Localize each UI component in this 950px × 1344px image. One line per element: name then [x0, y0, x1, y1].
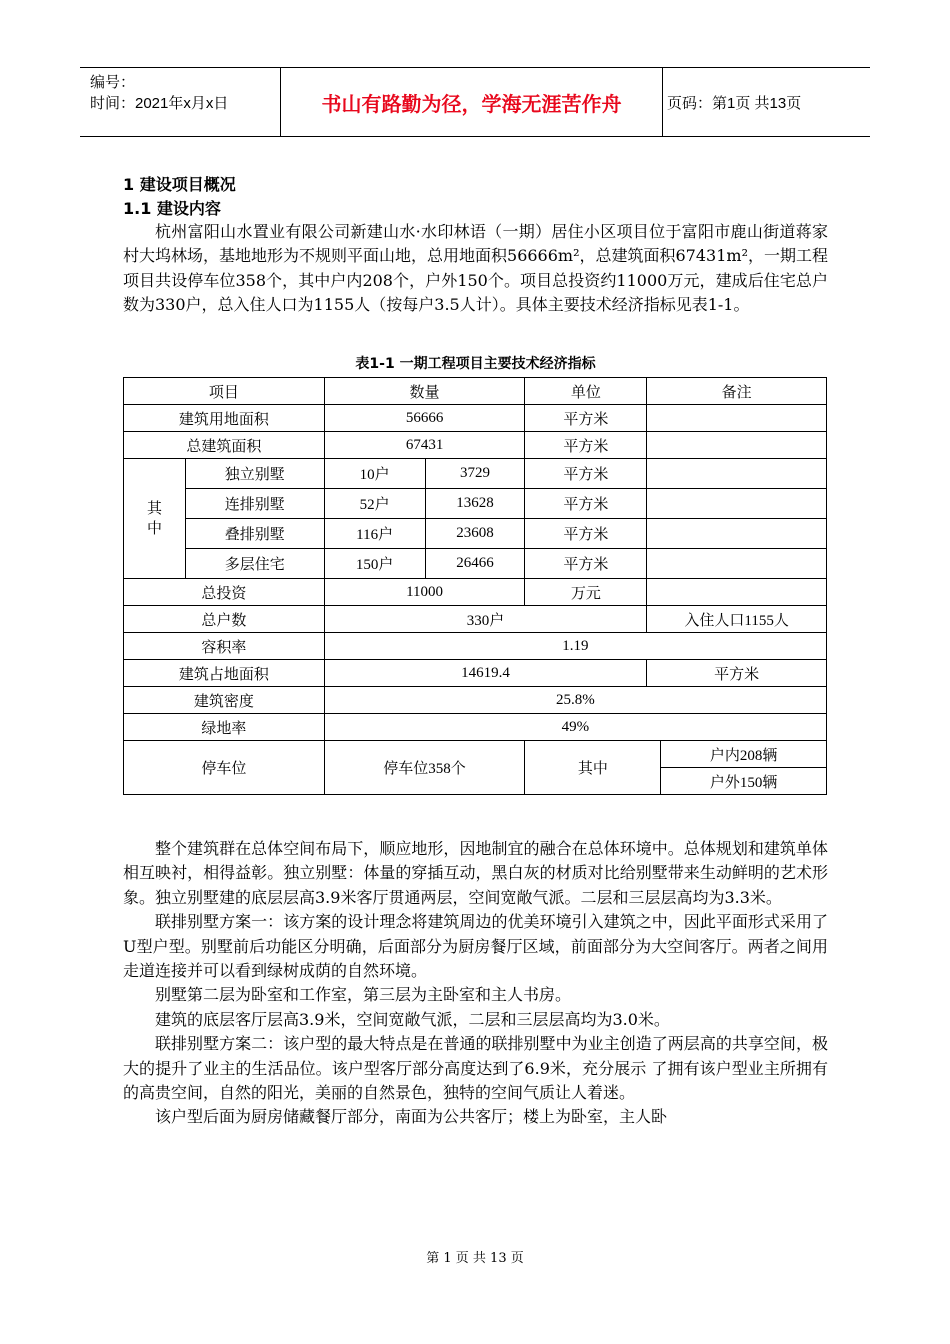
page-header [80, 67, 870, 137]
cell: 绿地率 [124, 714, 325, 741]
cell: 其中 [525, 741, 661, 795]
paragraph: 联排别墅方案二：该户型的最大特点是在普通的联排别墅中为业主创造了两层高的共享空间，极大的提升了业主的生活品位。该户型客厅部分高度达到了6.9米，充分展示 了拥有该户型业主所拥有的高贵空间，自然的阳光，美丽的自然景色，独特的空间气质让人着迷。 [123, 1034, 828, 1103]
table-header-row [124, 378, 827, 405]
cell: 平方米 [525, 405, 647, 432]
table-row [124, 519, 827, 549]
cell: 56666 [324, 405, 525, 432]
cell: 停车位 [124, 741, 325, 795]
cell: 平方米 [525, 489, 647, 519]
cell: 户外150辆 [661, 768, 827, 795]
paragraph: 联排别墅方案一：该方案的设计理念将建筑周边的优美环境引入建筑之中，因此平面形式采用了U型户型。别墅前后功能区分明确，后面部分为厨房餐厅区域，前面部分为大空间客厅。两者之间用走道连接并可以看到绿树成荫的自然环境。 [123, 912, 828, 981]
cell [647, 519, 827, 549]
cell: 总投资 [124, 579, 325, 606]
table-row [124, 489, 827, 519]
cell [647, 459, 827, 489]
cell: 建筑占地面积 [124, 660, 325, 687]
section-heading: 1 建设项目概况 [123, 175, 236, 194]
cell: 10户 [324, 459, 425, 489]
cell: 户内208辆 [661, 741, 827, 768]
cell: 平方米 [525, 459, 647, 489]
table-row [124, 459, 827, 489]
cell: 23608 [425, 519, 525, 549]
table-row [124, 549, 827, 579]
col-header: 备注 [647, 378, 827, 405]
cell: 入住人口1155人 [647, 606, 827, 633]
cell: 26466 [425, 549, 525, 579]
table-row [124, 633, 827, 660]
table-row [124, 405, 827, 432]
cell: 万元 [525, 579, 647, 606]
table-row [124, 714, 827, 741]
col-header: 数量 [324, 378, 525, 405]
paragraph: 该户型后面为厨房储藏餐厅部分，南面为公共客厅；楼上为卧室，主人卧 [155, 1107, 668, 1127]
col-header: 单位 [525, 378, 647, 405]
cell: 总建筑面积 [124, 432, 325, 459]
cell: 平方米 [525, 432, 647, 459]
cell: 11000 [324, 579, 525, 606]
date-label: 时间：2021年x月x日 [90, 95, 229, 112]
table-caption: 表1-1 一期工程项目主要技术经济指标 [355, 356, 596, 372]
cell: 平方米 [525, 519, 647, 549]
cell: 14619.4 [324, 660, 647, 687]
subsection-heading: 1.1 建设内容 [123, 199, 221, 218]
body-text [123, 837, 828, 1130]
cell: 多层住宅 [185, 549, 324, 579]
paragraph: 建筑的底层客厅层高3.9米，空间宽敞气派，二层和三层层高均为3.0米。 [155, 1009, 670, 1029]
cell: 容积率 [124, 633, 325, 660]
intro-text: 杭州富阳山水置业有限公司新建山水·水印林语（一期）居住小区项目位于富阳市鹿山街道蒋家村大坞林场，基地地形为不规则平面山地，总用地面积56666m²，总建筑面积67431m²，一期工程项目共设停车位358个，其中户内208个，户外150个。项目总投资约11000万元，建成后住宅总户数为330户，总入住人口为1155人（按每户3.5人计）。具体主要技术经济指标见表1-1。 [123, 222, 828, 315]
table-row [124, 579, 827, 606]
cell: 150户 [324, 549, 425, 579]
cell: 330户 [324, 606, 647, 633]
cell: 叠排别墅 [185, 519, 324, 549]
cell: 13628 [425, 489, 525, 519]
cell: 116户 [324, 519, 425, 549]
cell: 49% [324, 714, 826, 741]
cell: 25.8% [324, 687, 826, 714]
cell: 平方米 [647, 660, 827, 687]
group-label-cell [124, 459, 186, 579]
cell [647, 549, 827, 579]
table-row [124, 432, 827, 459]
cell: 独立别墅 [185, 459, 324, 489]
cell: 52户 [324, 489, 425, 519]
header-meta [80, 68, 280, 136]
page-footer: 第 1 页 共 13 页 [426, 1251, 524, 1266]
cell [647, 432, 827, 459]
cell: 停车位358个 [324, 741, 525, 795]
page-info: 页码：第1页 共13页 [667, 94, 802, 112]
group-label: 其中 [146, 500, 162, 537]
cell: 1.19 [324, 633, 826, 660]
serial-label: 编号： [90, 74, 136, 91]
header-motto: 书山有路勤为径，学海无涯苦作舟 [280, 68, 663, 136]
cell: 3729 [425, 459, 525, 489]
cell [647, 579, 827, 606]
cell [647, 489, 827, 519]
table-row [124, 741, 827, 768]
col-header: 项目 [124, 378, 325, 405]
indicators-table [123, 377, 827, 795]
table-row [124, 606, 827, 633]
intro-paragraph [123, 220, 828, 318]
cell [647, 405, 827, 432]
cell: 建筑用地面积 [124, 405, 325, 432]
cell: 平方米 [525, 549, 647, 579]
cell: 67431 [324, 432, 525, 459]
cell: 总户数 [124, 606, 325, 633]
paragraph: 整个建筑群在总体空间布局下，顺应地形，因地制宜的融合在总体环境中。总体规划和建筑单体相互映衬，相得益彰。独立别墅：体量的穿插互动，黑白灰的材质对比给别墅带来生动鲜明的艺术形象。独立别墅建的底层层高3.9米客厅贯通两层，空间宽敞气派。二层和三层层高均为3.3米。 [123, 839, 828, 907]
cell: 建筑密度 [124, 687, 325, 714]
table-row [124, 660, 827, 687]
table-row [124, 687, 827, 714]
paragraph: 别墅第二层为卧室和工作室，第三层为主卧室和主人书房。 [155, 985, 572, 1005]
cell: 连排别墅 [185, 489, 324, 519]
